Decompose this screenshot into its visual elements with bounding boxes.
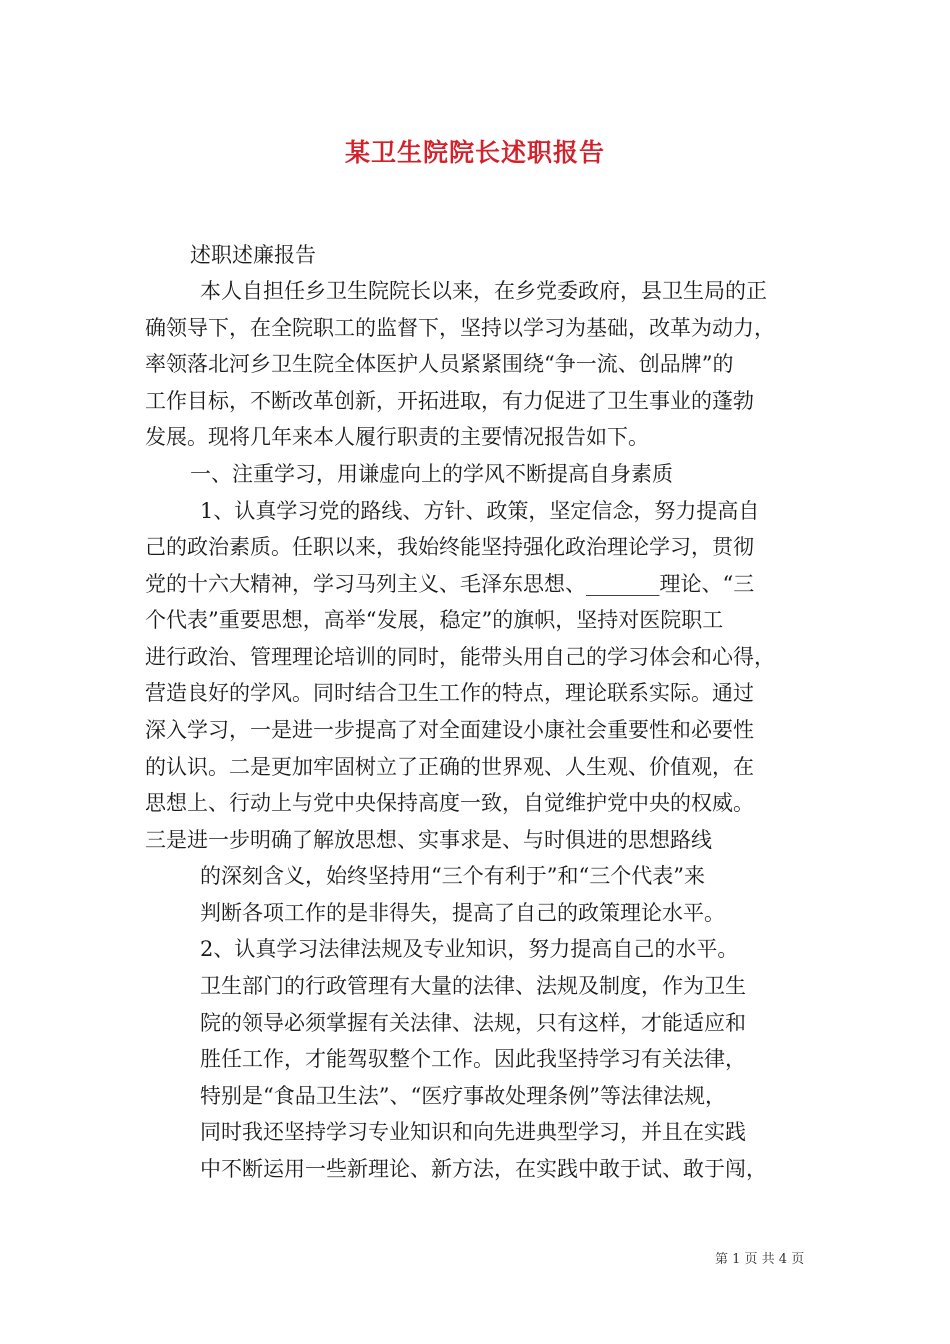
text-line: 率领落北河乡卫生院全体医护人员紧紧围绕“争一流、创品牌”的: [145, 352, 734, 376]
section-heading: 一、注重学习，用谦虚向上的学风不断提高自身素质: [190, 462, 673, 486]
text-line: 个代表”重要思想，高举“发展，稳定”的旗帜，坚持对医院职工: [145, 608, 724, 632]
text-line: 特别是“食品卫生法”、“医疗事故处理条例”等法律法规，: [200, 1084, 726, 1108]
text-line: 述职述廉报告: [190, 243, 316, 267]
text-line: 营造良好的学风。同时结合卫生工作的特点，理论联系实际。通过: [145, 681, 754, 705]
text-line: 工作目标，不断改革创新，开拓进取，有力促进了卫生事业的蓬勃: [145, 389, 754, 413]
text-line: 2、认真学习法律法规及专业知识，努力提高自己的水平。: [200, 937, 739, 961]
text-line: 判断各项工作的是非得失，提高了自己的政策理论水平。: [200, 901, 725, 925]
text-line: 三是进一步明确了解放思想、实事求是、与时俱进的思想路线: [145, 828, 712, 852]
text-line: 本人自担任乡卫生院院长以来，在乡党委政府，县卫生局的正: [200, 279, 767, 303]
text-line: 党的十六大精神，学习马列主义、毛泽东思想、_______理论、“三: [145, 572, 755, 596]
text-line: 发展。现将几年来本人履行职责的主要情况报告如下。: [145, 425, 649, 449]
text-line: 进行政治、管理理论培训的同时，能带头用自己的学习体会和心得，: [145, 645, 775, 669]
text-line: 的深刻含义，始终坚持用“三个有利于”和“三个代表”来: [200, 864, 705, 888]
page-number: 第 1 页 共 4 页: [715, 1252, 805, 1267]
text-line: 确领导下，在全院职工的监督下，坚持以学习为基础，改革为动力，: [145, 316, 775, 340]
text-line: 卫生部门的行政管理有大量的法律、法规及制度，作为卫生: [200, 974, 746, 998]
text-line: 深入学习，一是进一步提高了对全面建设小康社会重要性和必要性: [145, 718, 754, 742]
text-line: 的认识。二是更加牢固树立了正确的世界观、人生观、价值观，在: [145, 755, 754, 779]
text-line: 中不断运用一些新理论、新方法，在实践中敢于试、敢于闯，: [200, 1157, 767, 1181]
text-line: 己的政治素质。任职以来，我始终能坚持强化政治理论学习，贯彻: [145, 535, 754, 559]
text-line: 思想上、行动上与党中央保持高度一致，自觉维护党中央的权威。: [145, 791, 754, 815]
document-title: 某卫生院院长述职报告: [344, 138, 605, 167]
text-line: 院的领导必须掌握有关法律、法规，只有这样，才能适应和: [200, 1011, 746, 1035]
text-line: 同时我还坚持学习专业知识和向先进典型学习，并且在实践: [200, 1120, 746, 1144]
text-line: 胜任工作，才能驾驭整个工作。因此我坚持学习有关法律，: [200, 1047, 746, 1071]
text-line: 1、认真学习党的路线、方针、政策，坚定信念，努力提高自: [200, 499, 760, 523]
